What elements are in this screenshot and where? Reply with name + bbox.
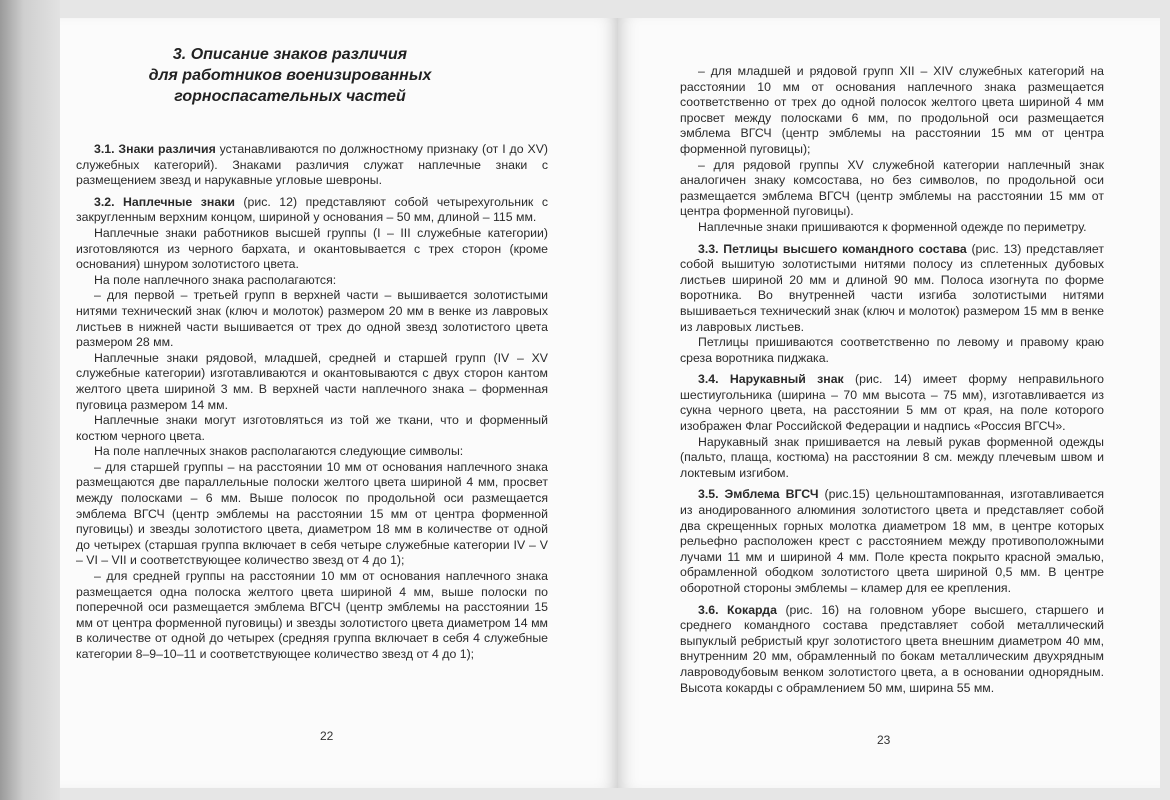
paragraph-text: Наплечные знаки пришиваются к форменной одежде по периметру. [698,219,1087,234]
paragraph [76,226,548,273]
paragraph [680,158,1104,220]
left-text-column [76,142,548,663]
heading-line: для работников военизированных [148,67,432,84]
paragraph-title: 3.4. Нарукавный знак [698,372,844,387]
paragraph-text: Наплечные знаки могут изготовляться из той же ткани, что и форменный костюм черного цвета. [76,413,548,443]
paragraph [76,444,548,460]
paragraph-text: – для средней группы на расстоянии 10 мм от основания наплечного знака размещается одна полоска желтого цвета шириной 4 мм, выше полоски по поперечной оси размещается эмблема ВГСЧ (центр эмблемы на расстоянии 15 мм от центра форменной пуговицы) и звезды золотистого цвета диаметром 14 мм в количестве от одной до четырех (средняя группа включает в себя 4 служебные категории 8–9–10–11 и соответствующее количество звезд от 4 до 1); [76,569,548,661]
paragraph-title: 3.6. Кокарда [698,602,777,617]
paragraph [76,273,548,289]
paragraph-text: На поле наплечного знака располагаются: [94,272,337,287]
paragraph [680,335,1104,366]
paragraph-text: Петлицы пришиваются соответственно по левому и правому краю среза воротника пиджака. [680,335,1104,365]
book-edge [0,0,60,800]
right-text-column [680,64,1104,696]
paragraph [680,487,1104,596]
paragraph [680,242,1104,336]
paragraph-text: (рис.15) цельноштампованная, изготавливается из анодированного алюминия золотистого цвета и представляет собой два скрещенных горных молотка диаметром 18 мм, в центре которых рельефно расположен крест с расстоянием между противоположными лучами 11 мм и шириной 4 мм. Поле креста покрыто красной эмалью, обрамленной ободком золотистого цвета шириной 0,5 мм. В центре оборотной стороны эмблемы – кламер для ее крепления. [680,487,1104,595]
paragraph-title: 3.3. Петлицы высшего командного состава [698,241,967,256]
paragraph-title: 3.5. Эмблема ВГСЧ [698,487,819,502]
paragraph-text: – для старшей группы – на расстоянии 10 мм от основания наплечного знака размещаются две параллельные полоски желтого цвета шириной 4 мм, просвет между полосками – 6 мм. Выше полосок по продольной оси размещается эмблема ВГСЧ (центр эмблемы на расстоянии 15 мм от центра форменной пуговицы) и звезды золотистого цвета, диаметром 18 мм в количестве от одной до четырех (старшая группа включает в себя четыре служебные категории IV – V – VI – VII и соответствующее количество звезд от 4 до 1); [76,459,548,568]
paragraph-text: – для рядовой группы XV служебной категории наплечный знак аналогичен знаку комсостава, но без символов, по продольной оси размещается эмблема ВГСЧ (центр эмблемы на расстоянии 15 мм от центра форменной пуговицы). [680,157,1104,219]
paragraph-title: 3.2. Наплечные знаки [94,194,235,209]
paragraph-text: Наплечные знаки рядовой, младшей, средней и старшей групп (IV – XV служебные категории) изготавливаются и окантовываются с двух сторон кантом желтого цвета шириной 3 мм. В верхней части наплечного знака – форменная пуговица размером 14 мм. [76,350,548,412]
paragraph [76,351,548,413]
paragraph [680,220,1104,236]
page-number-left: 22 [320,729,334,743]
heading-line: 3. Описание знаков различия [172,46,408,63]
section-heading [80,44,500,107]
paragraph-text: Наплечные знаки работников высшей группы (I – III служебные категории) изготовляются из черного бархата, и окантовывается с трех сторон (кроме основания) шнуром золотистого цвета. [76,225,548,272]
paragraph-text: (рис. 14) имеет форму неправильного шестиугольника (ширина – 70 мм высота – 75 мм), изготавливается из сукна черного цвета, на расстоянии 5 мм от края, на поле которого изображен Флаг Российской Федерации и надпись «Россия ВГСЧ». [680,372,1104,434]
paragraph-text: устанавливаются по должностному признаку (от I до XV) служебных категорий). Знаками различия служат наплечные знаки с размещением звезд и нарукавные угловые шевроны. [76,142,548,188]
paragraph [680,372,1104,434]
paragraph [76,288,548,350]
heading-line: горноспасательных частей [174,88,406,105]
page-number-right: 23 [877,733,891,747]
paragraph [680,64,1104,158]
paragraph [76,195,548,226]
paragraph-text: Нарукавный знак пришивается на левый рукав форменной одежды (пальто, плаща, костюма) на расстоянии 8 см. между плечевым швом и локтевым изгибом. [680,434,1104,480]
paragraph-text: – для младшей и рядовой групп XII – XIV служебных категорий на расстоянии 10 мм от основания наплечного знака размещается соответственно от трех до одной полосок желтого цвета шириной 4 мм просвет между полосками 6 мм, по продольной оси размещается эмблема ВГСЧ (центр эмблемы на расстоянии 15 мм от центра форменной пуговицы); [680,64,1104,156]
paragraph-text: (рис. 13) представляет собой вышитую золотистыми нитями полосу из сплетенных дубовых листьев шириной 20 мм и длиной 90 мм. Полоса изогнута по форме воротника. Во внутренней части изгиба золотистыми нитями вышиваеться технический знак (ключ и молоток) размером 15 мм в венке из лавровых листьев. [680,241,1104,334]
paragraph [76,569,548,663]
paragraph-text: На поле наплечных знаков располагаются следующие символы: [94,444,464,459]
paragraph [680,435,1104,482]
paragraph-text: – для первой – третьей групп в верхней части – вышивается золотистыми нитями технический знак (ключ и молоток) размером 20 мм в венке из лавровых листьев в нижней части вышивается от трех до одной звезд золотистого цвета размером 28 мм. [76,288,548,350]
paragraph [76,413,548,444]
paragraph-text: (рис. 12) представляют собой четырехугольник с закругленным верхним концом, шириной у основания – 50 мм, длиной – 115 мм. [76,194,548,225]
paragraph [680,603,1104,697]
paragraph-title: 3.1. Знаки различия [94,142,216,156]
paragraph [76,142,548,189]
paragraph-text: (рис. 16) на головном уборе высшего, старшего и среднего командного состава представляет собой металлический выпуклый ребристый круг золотистого цвета внешним диаметром 40 мм, внутренним 20 мм, обрамленный по бокам металлическим двухрядным лавроводубовым венком золотистого цвета, а в основании однорядным. Высота кокарды с обрамлением 50 мм, ширина 55 мм. [680,602,1104,695]
paragraph [76,460,548,569]
